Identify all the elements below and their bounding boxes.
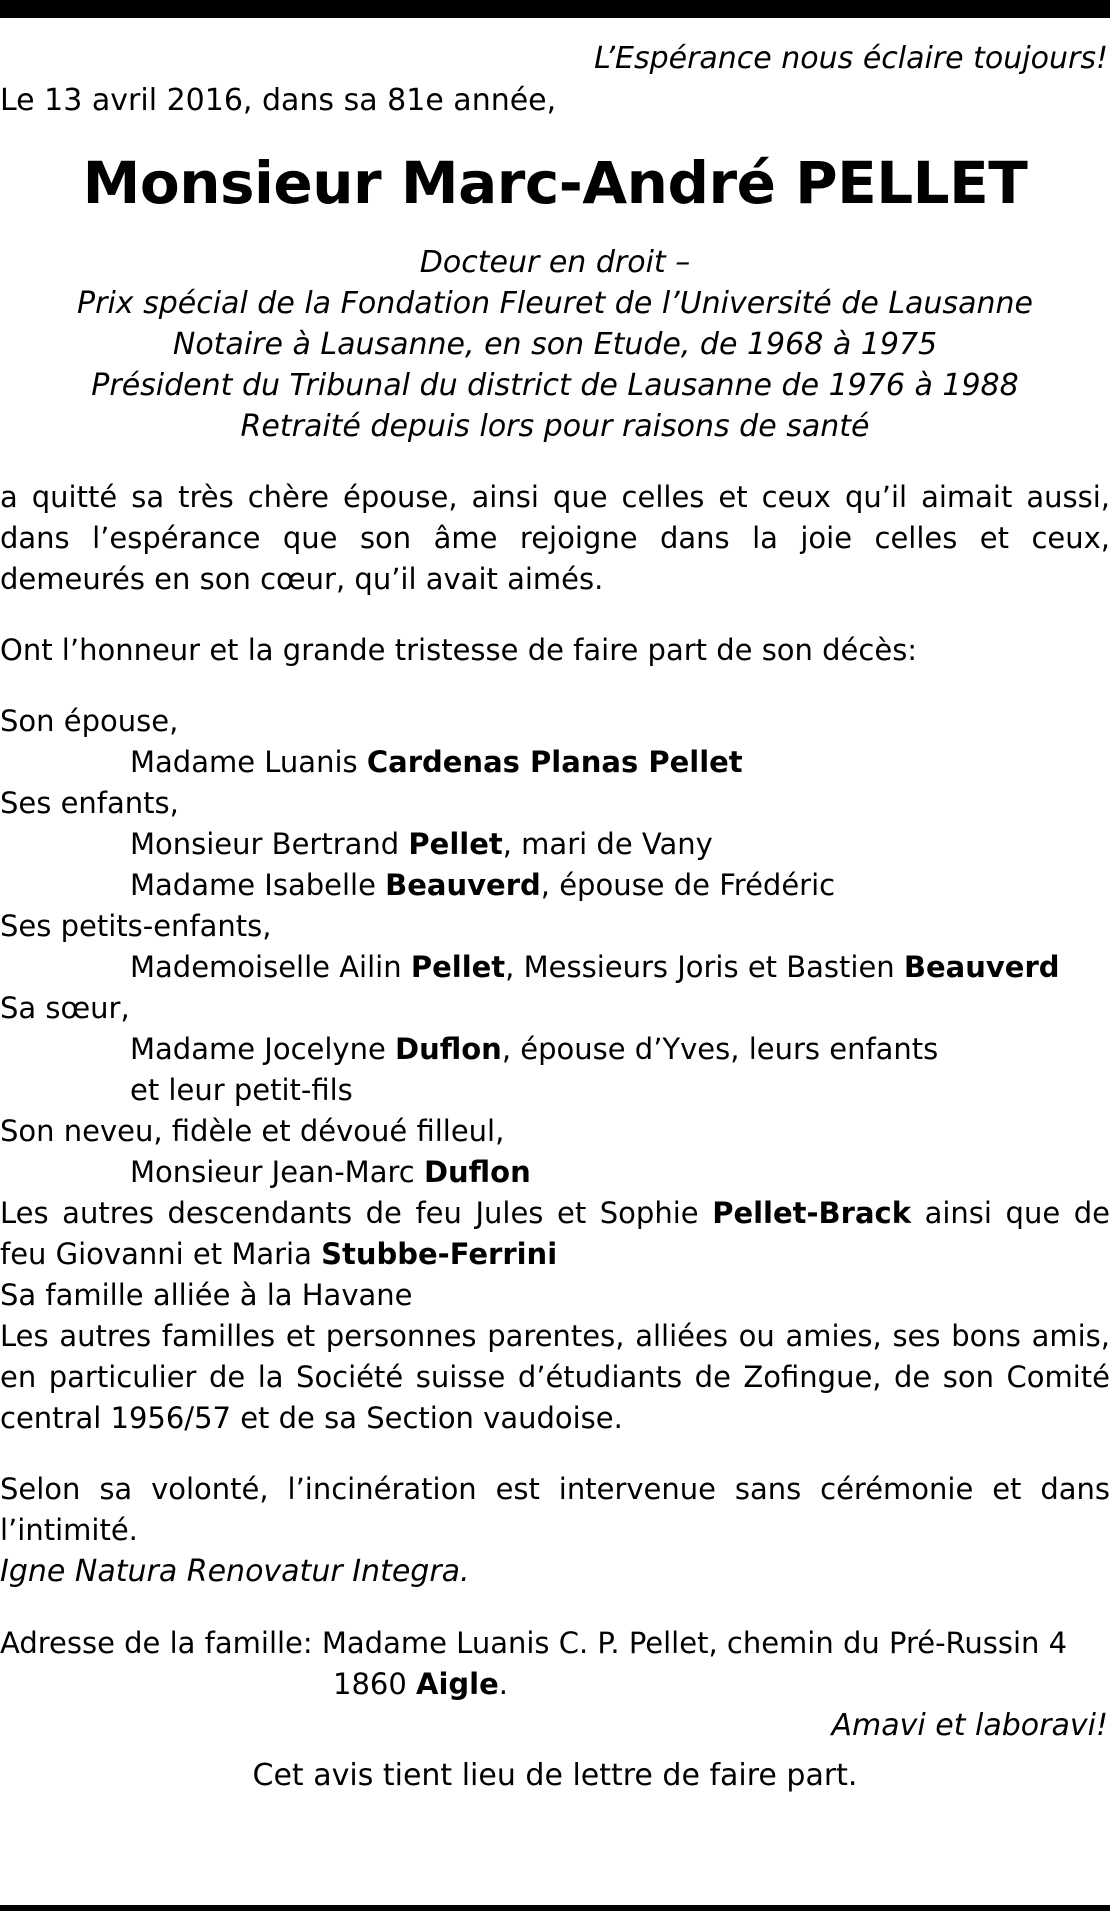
sister-surname: Duflon: [395, 1032, 502, 1066]
signoff: Amavi et laboravi!: [831, 1708, 1108, 1743]
nephew-heading: Son neveu, fidèle et dévoué filleul,: [0, 1114, 505, 1148]
title-line: Docteur en droit –: [419, 245, 691, 280]
sister-entry: [0, 1029, 1110, 1070]
descendants-middle: ainsi que de feu Giovanni et Maria: [0, 1196, 1110, 1271]
grandchild-prefix: Mademoiselle Ailin: [130, 950, 411, 984]
child-entry: [0, 865, 1110, 906]
grandchildren-heading: Ses petits-enfants,: [0, 909, 272, 943]
closing-line: Cet avis tient lieu de lettre de faire part.: [252, 1758, 858, 1793]
child-suffix: , mari de Vany: [502, 827, 713, 861]
family-address: [0, 1623, 1110, 1705]
city: Aigle: [416, 1667, 499, 1701]
title-line: Retraité depuis lors pour raisons de santé: [240, 409, 870, 444]
child-surname: Beauverd: [385, 868, 541, 902]
obituary-notice: [0, 38, 1110, 1797]
spouse-entry: [0, 742, 1110, 783]
child-prefix: Madame Isabelle: [130, 868, 386, 902]
sister-suffix: , épouse d’Yves, leurs enfants: [501, 1032, 939, 1066]
sister-prefix: Madame Jocelyne: [130, 1032, 396, 1066]
other-families: Les autres familles et personnes parentes, alliées ou amies, ses bons amis, en particulier de la Société suisse d’étudiants de Zofingue, de son Comité central 1956/57 et de sa Section vaudoise.: [0, 1319, 1110, 1435]
grandchildren-entry: [0, 947, 1110, 988]
sister-entry-continued: et leur petit-fils: [130, 1073, 353, 1107]
address-line: Adresse de la famille: Madame Luanis C. P. Pellet, chemin du Pré-Russin 4: [0, 1626, 1068, 1660]
spouse-heading: Son épouse,: [0, 704, 179, 738]
postcode: 1860: [333, 1667, 417, 1701]
grandchild-middle: , Messieurs Joris et Bastien: [505, 950, 904, 984]
grandchild-surname: Pellet: [410, 950, 506, 984]
date-line: Le 13 avril 2016, dans sa 81e année,: [0, 83, 557, 118]
address-end: .: [498, 1667, 509, 1701]
top-rule: [0, 0, 1110, 18]
spouse-surname: Cardenas Planas Pellet: [366, 745, 743, 779]
spouse-prefix: Madame Luanis: [130, 745, 367, 779]
family-list: [0, 701, 1110, 1439]
havana-family: Sa famille alliée à la Havane: [0, 1278, 413, 1312]
nephew-surname: Duflon: [423, 1155, 531, 1189]
motto: L’Espérance nous éclaire toujours!: [594, 41, 1108, 76]
child-suffix: , épouse de Frédéric: [540, 868, 836, 902]
descendants-entry: [0, 1193, 1110, 1275]
child-entry: [0, 824, 1110, 865]
descendants-surname: Stubbe-Ferrini: [321, 1237, 558, 1271]
titles-block: [0, 242, 1110, 447]
bottom-rule: [0, 1905, 1110, 1911]
nephew-entry: [0, 1152, 1110, 1193]
announcement-paragraph: a quitté sa très chère épouse, ainsi que celles et ceux qu’il aimait aussi, dans l’espérance que son âme rejoigne dans la joie celles et ceux, demeurés en son cœur, qu’il avait aimés.: [0, 480, 1110, 596]
grandchild-surname: Beauverd: [903, 950, 1060, 984]
address-city-line: [0, 1664, 1110, 1705]
cremation-paragraph: Selon sa volonté, l’incinération est intervenue sans cérémonie et dans l’intimité.: [0, 1472, 1110, 1547]
descendants-surname: Pellet-Brack: [712, 1196, 912, 1230]
intro-line: Ont l’honneur et la grande tristesse de faire part de son décès:: [0, 633, 918, 667]
title-line: Notaire à Lausanne, en son Etude, de 1968 à 1975: [172, 327, 938, 362]
children-heading: Ses enfants,: [0, 786, 179, 820]
nephew-prefix: Monsieur Jean-Marc: [130, 1155, 424, 1189]
sister-heading: Sa sœur,: [0, 991, 130, 1025]
title-line: Prix spécial de la Fondation Fleuret de l’Université de Lausanne: [77, 286, 1033, 321]
child-surname: Pellet: [408, 827, 503, 861]
child-prefix: Monsieur Bertrand: [130, 827, 409, 861]
latin-motto: Igne Natura Renovatur Integra.: [0, 1554, 470, 1589]
title-line: Président du Tribunal du district de Lausanne de 1976 à 1988: [91, 368, 1019, 403]
deceased-name: Monsieur Marc-André PELLET: [82, 149, 1028, 217]
descendants-prefix: Les autres descendants de feu Jules et Sophie: [0, 1196, 713, 1230]
